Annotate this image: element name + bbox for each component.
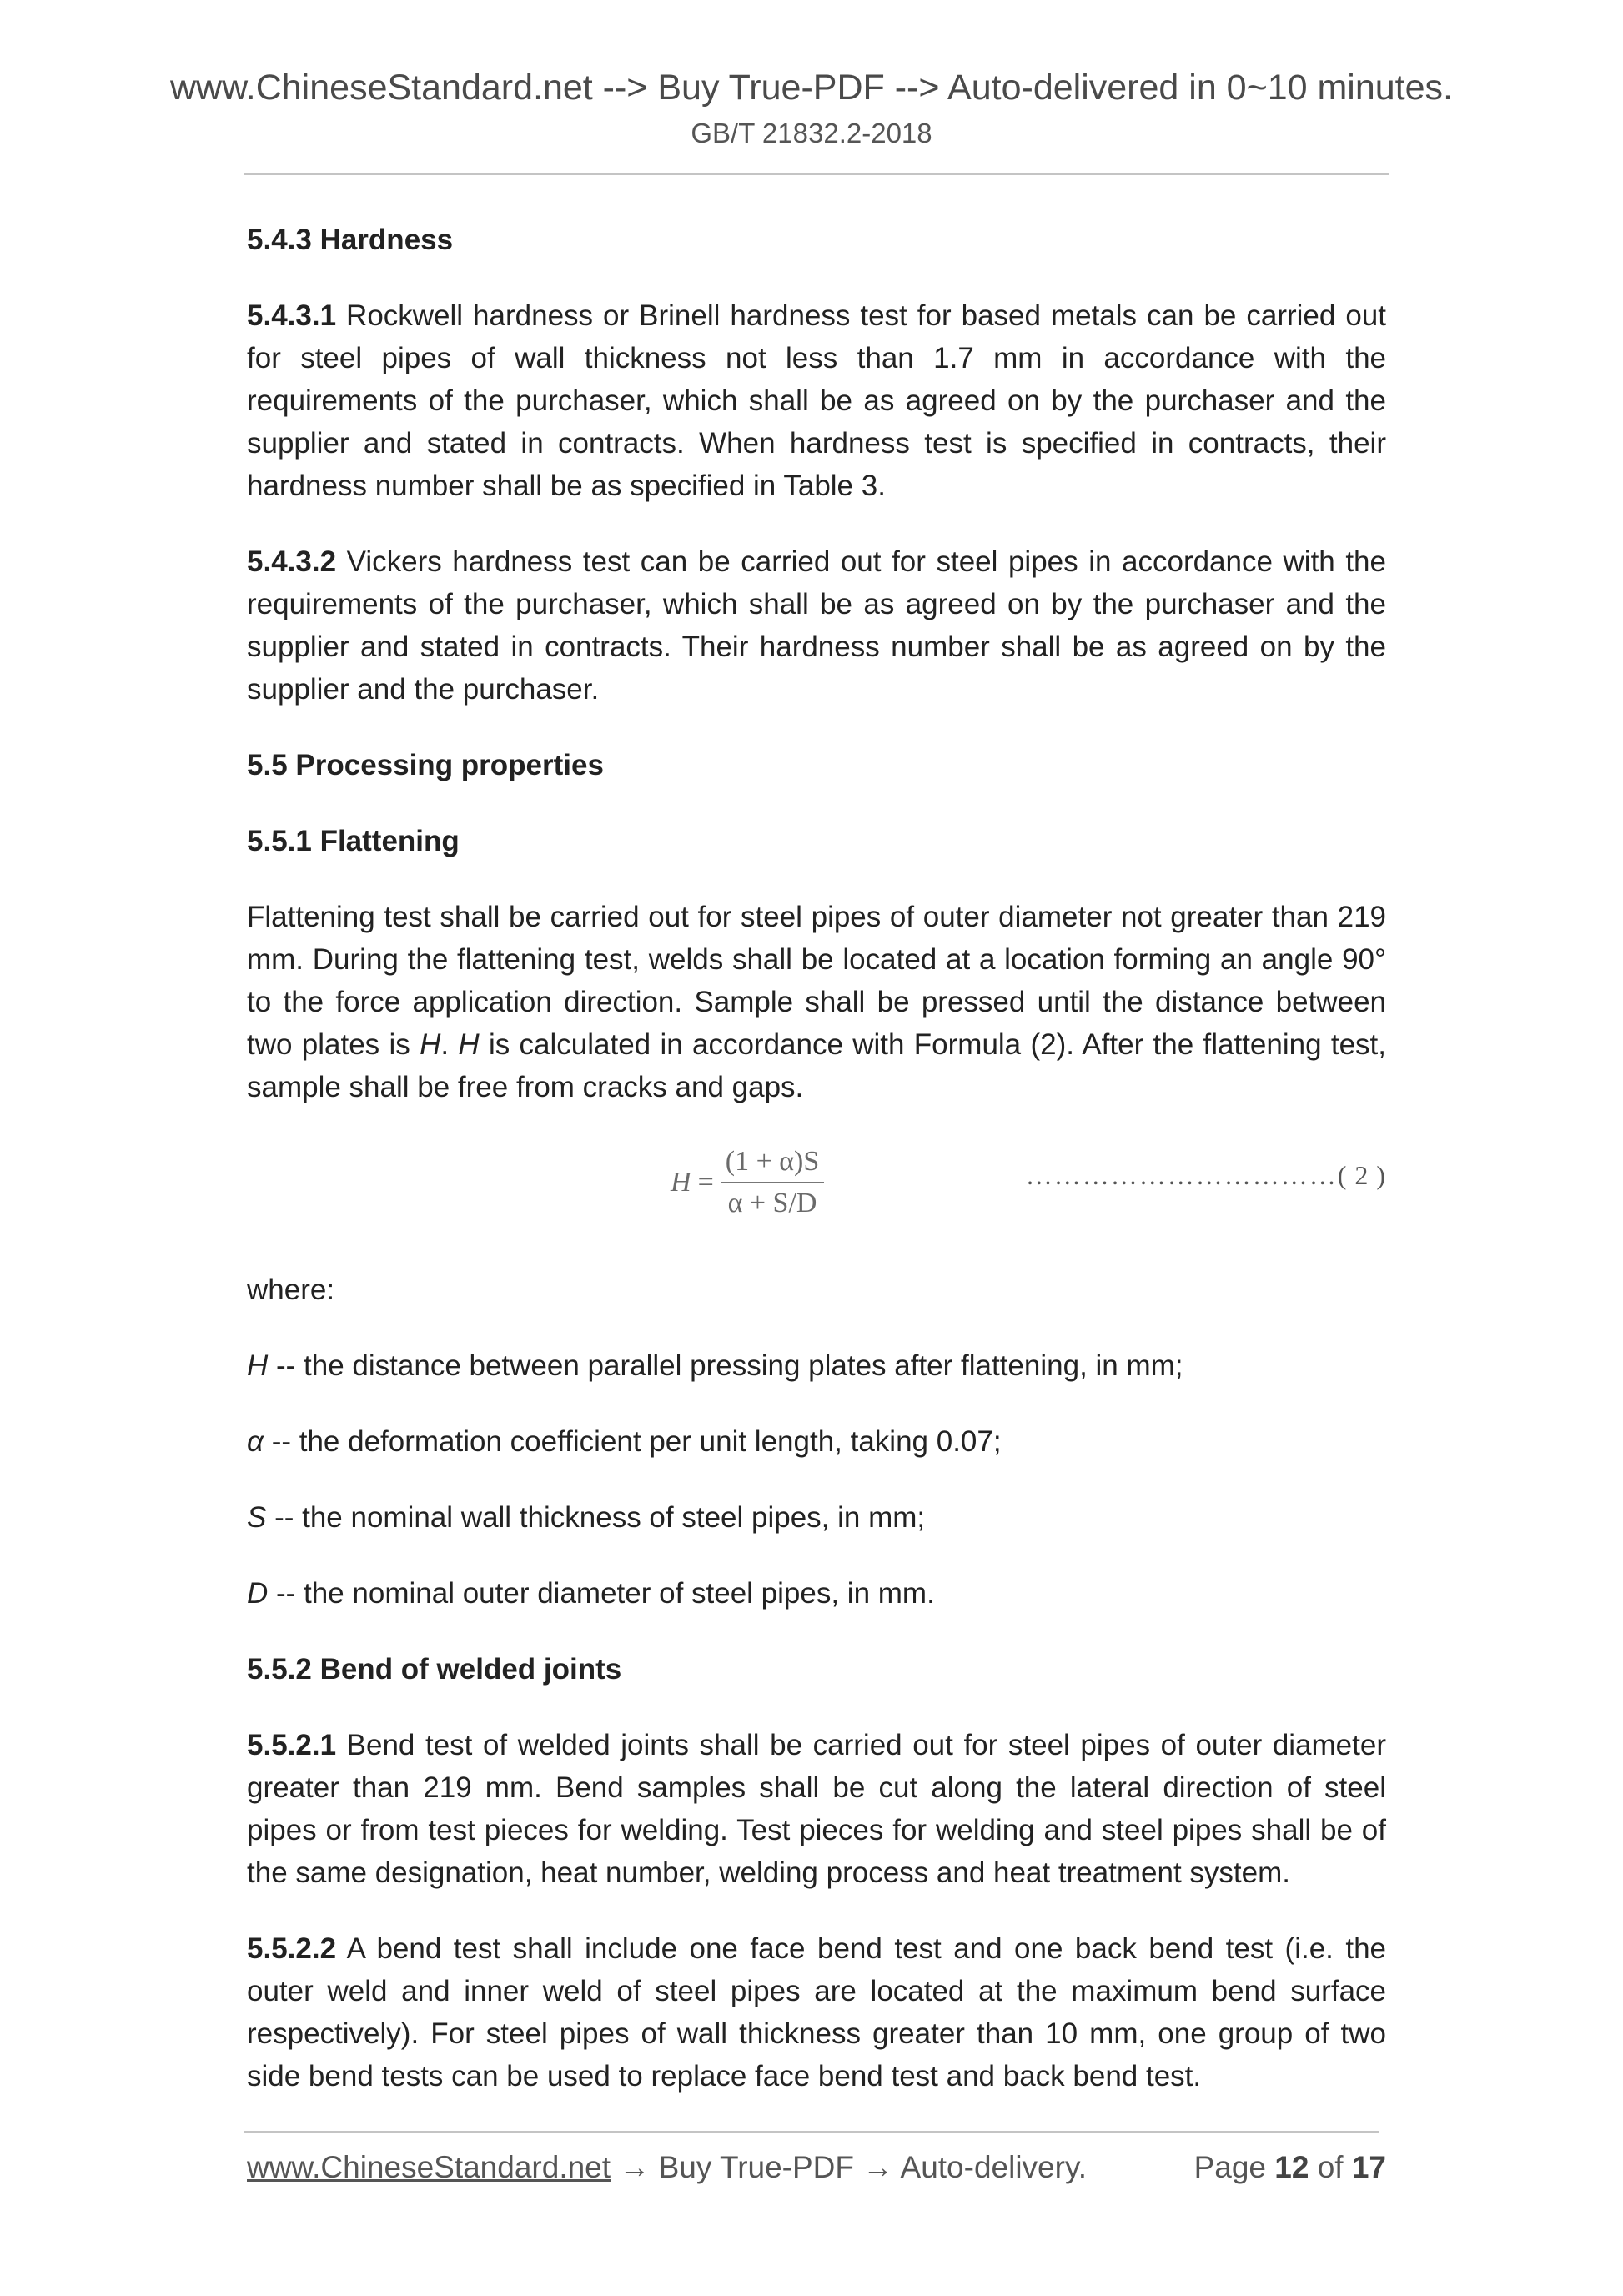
current-page: 12 [1274, 2150, 1309, 2184]
definition-text: -- the distance between parallel pressing plates after flattening, in mm; [268, 1349, 1183, 1382]
flattening-paragraph: Flattening test shall be carried out for steel pipes of outer diameter not greater than 219 mm. During the flattening test, welds shall be located at a location forming an angle 90° to the force application direction. Sample shall be pressed until the distance between two plates is H. H is calculated in accordance with Formula (2). After the flattening test, sample shall be free from cracks and gaps. [247, 901, 1386, 1103]
footer-promo-text: → Buy True-PDF → Auto-delivery. [611, 2150, 1087, 2184]
definition-variable: α [247, 1425, 264, 1458]
where-label: where: [247, 1274, 335, 1306]
heading-5-5: 5.5 Processing properties [247, 749, 604, 781]
document-body [247, 219, 1386, 2098]
header-rule [244, 173, 1389, 175]
clause-5-4-3-2 [247, 540, 1386, 711]
formula-fraction [721, 1145, 825, 1220]
definition-variable: S [247, 1501, 267, 1534]
formula-number [1026, 1160, 1386, 1191]
definition-item [247, 1420, 1386, 1463]
heading-5-5-2: 5.5.2 Bend of welded joints [247, 1653, 622, 1686]
clause-number: 5.4.3.1 [247, 299, 337, 332]
definition-variable: D [247, 1577, 269, 1610]
variable-h: H [420, 1028, 441, 1061]
formula-2 [247, 1142, 1386, 1235]
clause-text: Vickers hardness test can be carried out for steel pipes in accordance with the requirements of the purchaser, which shall be as agreed on by the purchaser and the supplier and stated in contracts. Their hardness number shall be as agreed on by the supplier and the purchaser. [247, 545, 1386, 706]
definition-variable: H [247, 1349, 269, 1382]
heading-5-5-1: 5.5.1 Flattening [247, 825, 460, 857]
definition-text: -- the nominal wall thickness of steel pipes, in mm; [266, 1501, 926, 1534]
formula-lhs: H [671, 1167, 691, 1198]
formula-expression [671, 1145, 824, 1220]
standard-number: GB/T 21832.2-2018 [691, 118, 932, 148]
variable-h: H [458, 1028, 480, 1061]
clause-5-4-3-1 [247, 294, 1386, 507]
leader-dots: …………………………… [1025, 1160, 1338, 1190]
definition-item [247, 1572, 1386, 1615]
formula-numerator: (1 + α)S [721, 1145, 825, 1183]
formula-equals: = [697, 1167, 714, 1198]
formula-label: ( 2 ) [1337, 1160, 1386, 1190]
clause-number: 5.5.2.2 [247, 1932, 337, 1965]
clause-text: Bend test of welded joints shall be carried out for steel pipes of outer diameter greater than 219 mm. Bend samples shall be cut along the lateral direction of steel pipes or from test pieces for welding. Test pieces for welding and steel pipes shall be of the same designation, heat number, welding process and heat treatment system. [247, 1729, 1386, 1889]
footer-promo [247, 2150, 1087, 2185]
footer-rule [244, 2131, 1379, 2133]
page-footer [247, 2150, 1386, 2192]
footer-link[interactable]: www.ChineseStandard.net [247, 2150, 611, 2184]
page-counter: Page 12 of 17 [1193, 2150, 1386, 2184]
clause-number: 5.4.3.2 [247, 545, 337, 578]
clause-5-5-2-2 [247, 1927, 1386, 2098]
header-banner[interactable]: www.ChineseStandard.net --> Buy True-PDF --> Auto-delivered in 0~10 minutes. [169, 68, 1453, 108]
definition-item [247, 1496, 1386, 1539]
formula-denominator: α + S/D [727, 1188, 817, 1218]
total-pages: 17 [1351, 2150, 1386, 2184]
clause-number: 5.5.2.1 [247, 1729, 337, 1761]
clause-text: Rockwell hardness or Brinell hardness test for based metals can be carried out for steel pipes of wall thickness not less than 1.7 mm in accordance with the requirements of the purchaser, which shall be as agreed on by the purchaser and the supplier and stated in contracts. When hardness test is specified in contracts, their hardness number shall be as specified in Table 3. [247, 299, 1386, 502]
heading-5-4-3: 5.4.3 Hardness [247, 224, 454, 256]
definition-item [247, 1344, 1386, 1387]
definition-text: -- the deformation coefficient per unit length, taking 0.07; [263, 1425, 1002, 1458]
definition-text: -- the nominal outer diameter of steel pipes, in mm. [268, 1577, 935, 1610]
clause-text: A bend test shall include one face bend test and one back bend test (i.e. the outer weld and inner weld of steel pipes are located at the maximum bend surface respectively). For steel pipes of wall thickness greater than 10 mm, one group of two side bend tests can be used to replace face bend test and back bend test. [247, 1932, 1386, 2093]
clause-5-5-2-1 [247, 1724, 1386, 1894]
